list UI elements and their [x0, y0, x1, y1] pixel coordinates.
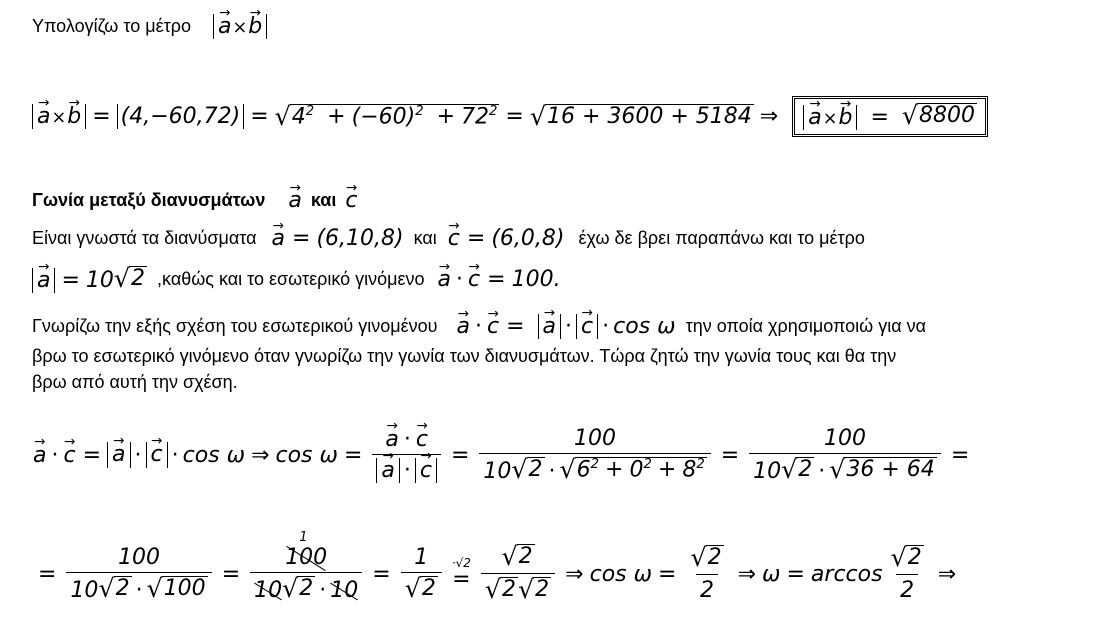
sqrt-sum: √ 16 + 3600 + 5184	[529, 102, 752, 131]
fraction-sqrt2-over-2: √ 2 2	[690, 543, 722, 603]
fraction-cancellation: 1 100 10 √ 2 · 10	[250, 545, 362, 603]
norm-line: → a = 10 √ 2 ,καθώς και το εσωτερικό γινόμενο → a ·→ c = 100.	[32, 266, 561, 293]
angle-equation-1: → a · → c = → a · → c · cos ω ⇒ cos ω = → a ·→ c → a ·→ c = 100 10 √ 2 · √ $6^2 + 0^2 + 8^2$ = 100 10 √ 2 · √ 36 + 64 =	[32, 426, 975, 484]
rationalize-equals: ·√2 =	[451, 555, 471, 592]
given-vectors-line: Είναι γνωστά τα διανύσματα → a = (6,10,8) και → c = (6,0,8) έχω δε βρει παραπάνω και το μέτρο	[32, 226, 865, 251]
intro-line	[32, 14, 267, 39]
boxed-result: → a×→ b = √ 8800	[792, 96, 988, 137]
intro-text: Υπολογίζω το μέτρο	[32, 16, 191, 37]
section-heading: Γωνία μεταξύ διανυσμάτων → a και → c	[32, 188, 358, 213]
fraction-100-over-norm-product: 100 10 √ 2 · √ $6^2 + 0^2 + 8^2$	[479, 426, 710, 484]
fraction-rationalized: √ 2 √ 2 √ 2	[481, 544, 555, 604]
paragraph-line-3: βρω από αυτή την σχέση.	[32, 372, 238, 392]
paragraph-line-1: Γνωρίζω την εξής σχέση του εσωτερικού γινομένου → a ·→ c = → a ·→ c · cos ω την οποία χρησιμοποιώ για να	[32, 314, 926, 339]
fraction-dot-over-norms: → a ·→ c → a ·→ c	[372, 427, 441, 483]
sqrt-squares: √ $4^2 + (-60)^2 + 72^2$	[274, 101, 498, 131]
angle-equation-2: = 100 10 √ 2 · √ 100 = 1 100 10 √ 2 · 10 = 1 √ 2 ·√2 = √ 2 √ 2 √ 2 ⇒ cos ω = √ 2 2 ⇒ ω = arccos √ 2 2 ⇒	[38, 530, 957, 604]
cross-tuple: (4,−60,72)	[117, 104, 245, 129]
paragraph-line-2: βρω το εσωτερικό γινόμενο όταν γνωρίζω την γωνία των διανυσμάτων. Τώρα ζητώ την γωνία τους και θα την	[32, 346, 897, 366]
cross-magnitude-equation: → a×→ b = (4,−60,72) = √ $4^2 + (-60)^2 + 72^2$ = √ 16 + 3600 + 5184 ⇒ → a×→ b = √ 8800	[32, 96, 988, 137]
cross-norm-expression: → a×→ b	[213, 14, 267, 39]
fraction-100-over-sum: 100 10 √ 2 · √ 36 + 64	[749, 426, 941, 484]
fraction-arccos-arg: √ 2 2	[890, 543, 922, 603]
fraction-100-over-sqrt100: 100 10 √ 2 · √ 100	[66, 545, 211, 603]
fraction-1-over-sqrt2: 1 √ 2	[401, 545, 442, 603]
